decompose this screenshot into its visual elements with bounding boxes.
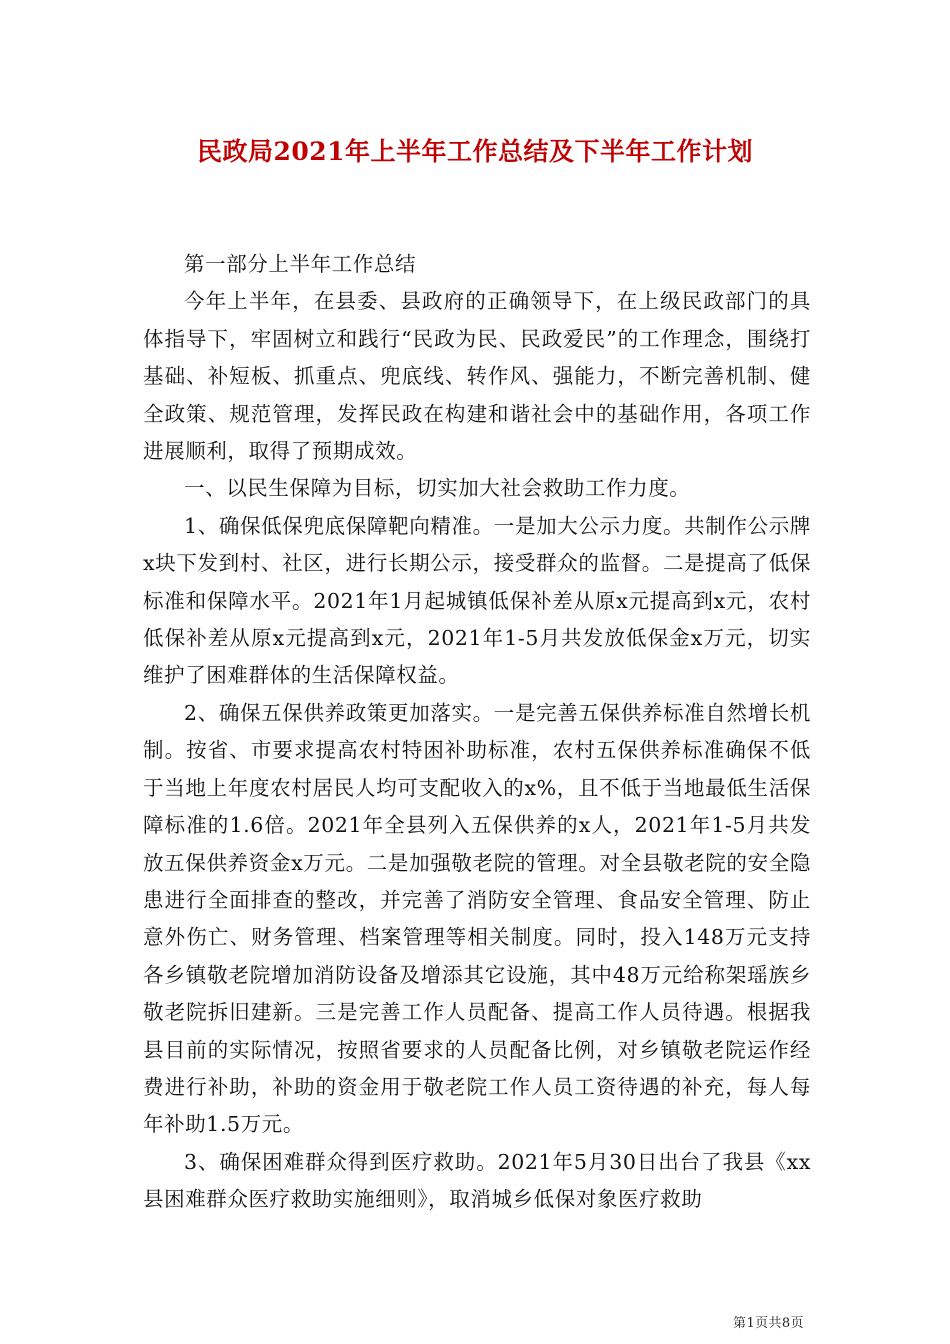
document-body bbox=[143, 246, 811, 1219]
document-title: 民政局2021年上半年工作总结及下半年工作计划 bbox=[196, 137, 754, 166]
paragraph-heading-one: 一、以民生保障为目标，切实加大社会救助工作力度。 bbox=[184, 476, 691, 501]
paragraph-intro: 今年上半年，在县委、县政府的正确领导下，在上级民政部门的具体指导下，牢固树立和践行“民政为民、民政爱民”的工作理念，围绕打基础、补短板、抓重点、兜底线、转作风、强能力，不断完善机制、健全政策、规范管理，发挥民政在构建和谐社会中的基础作用，各项工作进展顺利，取得了预期成效。 bbox=[143, 289, 811, 464]
paragraph-item-1: 1、确保低保兜底保障靶向精准。一是加大公示力度。共制作公示牌x块下发到村、社区，进行长期公示，接受群众的监督。二是提高了低保标准和保障水平。2021年1月起城镇低保补差从原x元提高到x元，农村低保补差从原x元提高到x元，2021年1-5月共发放低保金x万元，切实维护了困难群体的生活保障权益。 bbox=[143, 513, 811, 688]
paragraph-item-2: 2、确保五保供养政策更加落实。一是完善五保供养标准自然增长机制。按省、市要求提高农村特困补助标准，农村五保供养标准确保不低于当地上年度农村居民人均可支配收入的x%，且不低于当地最低生活保障标准的1.6倍。2021年全县列入五保供养的x人，2021年1-5月共发放五保供养资金x万元。二是加强敬老院的管理。对全县敬老院的安全隐患进行全面排查的整改，并完善了消防安全管理、食品安全管理、防止意外伤亡、财务管理、档案管理等相关制度。同时，投入148万元支持各乡镇敬老院增加消防设备及增添其它设施，其中48万元给称架瑶族乡敬老院拆旧建新。三是完善工作人员配备、提高工作人员待遇。根据我县目前的实际情况，按照省要求的人员配备比例，对乡镇敬老院运作经费进行补助，补助的资金用于敬老院工作人员工资待遇的补充，每人每年补助1.5万元。 bbox=[143, 700, 811, 1137]
page-number: 第1页共8页 bbox=[733, 1316, 804, 1331]
paragraph-item-3: 3、确保困难群众得到医疗救助。2021年5月30日出台了我县《xx县困难群众医疗救助实施细则》，取消城乡低保对象医疗救助 bbox=[143, 1149, 811, 1212]
section-heading: 第一部分上半年工作总结 bbox=[184, 252, 417, 276]
